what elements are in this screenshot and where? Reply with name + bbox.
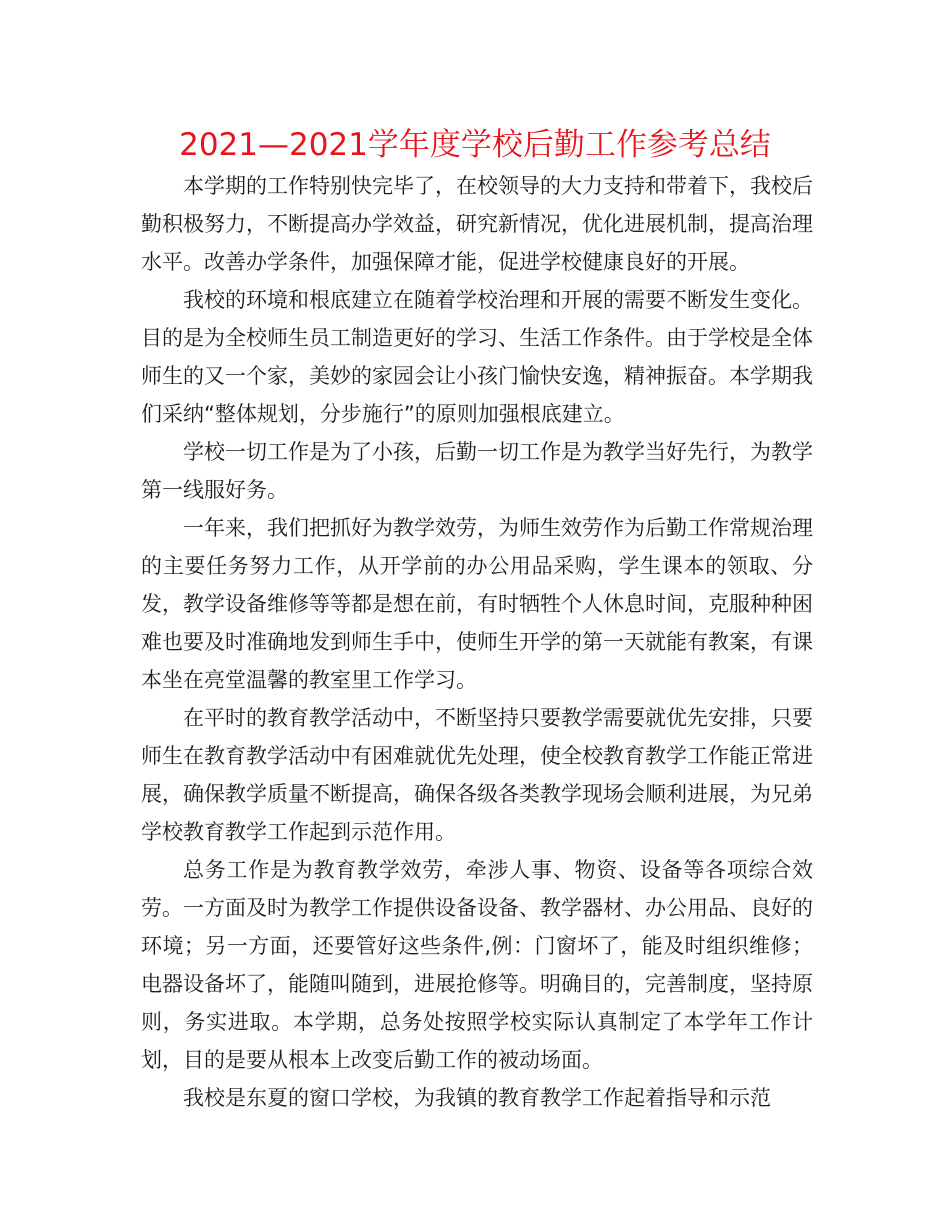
paragraph: 学校一切工作是为了小孩，后勤一切工作是为教学当好先行，为教学第一线服好务。: [141, 440, 813, 502]
paragraph: 一年来，我们把抓好为教学效劳，为师生效劳作为后勤工作常规治理的主要任务努力工作，从开学前的办公用品采购，学生课本的领取、分发，教学设备维修等等都是想在前，有时牺牲个人休息时间，克服种种困难也要及时准确地发到师生手中，使师生开学的第一天就能有教案，有课本坐在亮堂温馨的教室里工作学习。: [141, 516, 813, 692]
paragraph: 我校是东夏的窗口学校，为我镇的教育教学工作起着指导和示范: [183, 1086, 771, 1110]
paragraph: 在平时的教育教学活动中，不断坚持只要教学需要就优先安排，只要师生在教育教学活动中有困难就优先处理，使全校教育教学工作能正常进展，确保教学质量不断提高，确保各级各类教学现场会顺利进展，为兄弟学校教育教学工作起到示范作用。: [141, 706, 813, 844]
paragraph: 本学期的工作特别快完毕了，在校领导的大力支持和带着下，我校后勤积极努力，不断提高办学效益，研究新情况，优化进展机制，提高治理水平。改善办学条件，加强保障才能，促进学校健康良好的开展。: [141, 174, 813, 274]
paragraph: 总务工作是为教育教学效劳，牵涉人事、物资、设备等各项综合效劳。一方面及时为教学工作提供设备设备、教学器材、办公用品、良好的环境；另一方面，还要管好这些条件,例：门窗坏了，能及时组织维修；电器设备坏了，能随叫随到，进展抢修等。明确目的，完善制度，坚持原则，务实进取。本学期，总务处按照学校实际认真制定了本学年工作计划，目的是要从根本上改变后勤工作的被动场面。: [141, 858, 813, 1072]
paragraph: 我校的环境和根底建立在随着学校治理和开展的需要不断发生变化。目的是为全校师生员工制造更好的学习、生活工作条件。由于学校是全体师生的又一个家，美妙的家园会让小孩门愉快安逸，精神振奋。本学期我们采纳“整体规划，分步施行”的原则加强根底建立。: [141, 288, 813, 426]
document-title: 2021—2021学年度学校后勤工作参考总结: [179, 127, 771, 163]
document-body: [141, 167, 813, 1117]
